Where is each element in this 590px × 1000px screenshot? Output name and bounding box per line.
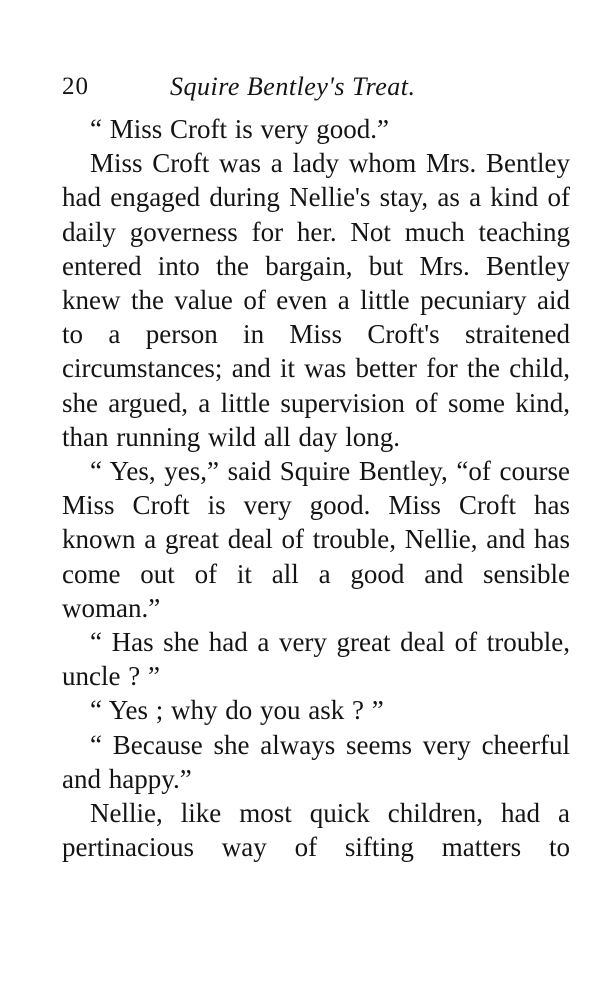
body-text: [62, 112, 570, 864]
paragraph: “ Has she had a very great deal of trouble, uncle ? ”: [62, 627, 570, 692]
paragraph: Miss Croft was a lady whom Mrs. Bentley had engaged during Nellie's stay, as a kind of daily governess for her. Not much teaching entered into the bargain, but Mrs. Bentley knew the value of even a little pecuniary aid to a person in Miss Croft's straitened circumstances; and it was better for the child, she argued, a little supervision of some kind, than running wild all day long.: [62, 148, 570, 452]
paragraph: “ Yes, yes,” said Squire Bentley, “of course Miss Croft is very good. Miss Croft has known a great deal of trouble, Nellie, and has come out of it all a good and sensible woman.”: [62, 456, 570, 623]
paragraph: “ Because she always seems very cheerful and happy.”: [62, 729, 570, 794]
page-number: 20: [62, 73, 89, 100]
paragraph: “ Miss Croft is very good.”: [90, 114, 389, 144]
page-header: [62, 70, 572, 104]
paragraph: Nellie, like most quick children, had a pertinacious way of sifting matters to: [62, 798, 570, 863]
running-title: Squire Bentley's Treat.: [170, 72, 416, 101]
paragraph: “ Yes ; why do you ask ? ”: [90, 695, 384, 726]
